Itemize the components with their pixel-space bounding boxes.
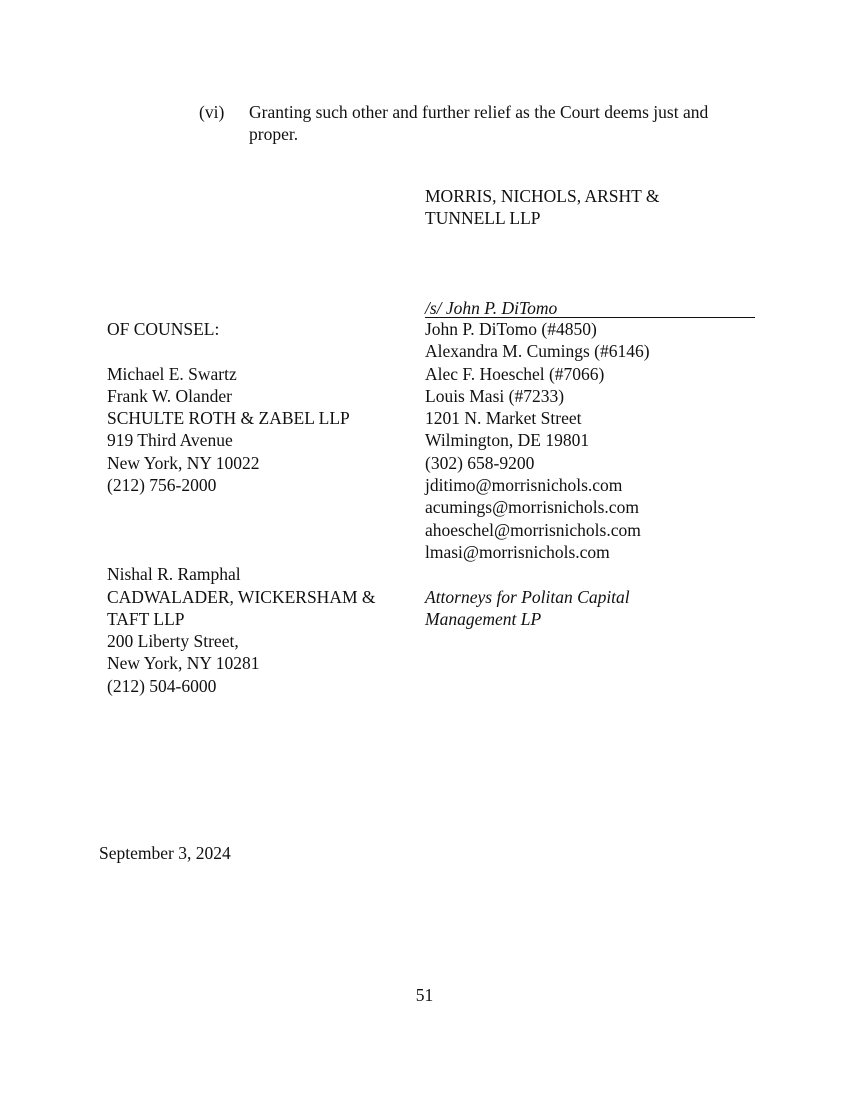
firm-name-line-2: TAFT LLP [107, 608, 185, 629]
phone-number: (212) 756-2000 [107, 475, 217, 496]
attorney-name: Alexandra M. Cumings (#6146) [425, 341, 650, 362]
blank-line [107, 541, 376, 563]
of-counsel-heading: OF COUNSEL: [107, 319, 220, 339]
attorney-name: Frank W. Olander [107, 385, 232, 406]
attorneys-for-line-1: Attorneys for Politan Capital [425, 586, 630, 607]
page-number: 51 [415, 985, 434, 1005]
email-address: ahoeschel@morrisnichols.com [425, 519, 641, 540]
firm-name-line-2: TUNNELL LLP [425, 208, 541, 229]
phone-number: (302) 658-9200 [425, 452, 535, 473]
email-address: acumings@morrisnichols.com [425, 497, 639, 518]
street-address: 1201 N. Market Street [425, 408, 582, 429]
firm-name-line-1: MORRIS, NICHOLS, ARSHT & [425, 186, 660, 206]
relief-item-marker: (vi) [199, 102, 225, 122]
firm-name-line-1: CADWALADER, WICKERSHAM & [107, 586, 376, 607]
signature-line: /s/ John P. DiTomo [425, 298, 755, 318]
attorney-name: John P. DiTomo (#4850) [425, 319, 597, 339]
blank-line [107, 340, 376, 362]
attorney-name: Michael E. Swartz [107, 363, 237, 384]
relief-item-text: Granting such other and further relief as the Court deems just and proper. [249, 102, 709, 144]
attorney-name: Alec F. Hoeschel (#7066) [425, 363, 605, 384]
blank-line [107, 496, 376, 518]
signing-counsel-block [425, 318, 650, 630]
city-state-zip: New York, NY 10022 [107, 452, 260, 473]
attorneys-for-line-2: Management LP [425, 608, 542, 629]
firm-name: SCHULTE ROTH & ZABEL LLP [107, 408, 350, 429]
attorney-name: Louis Masi (#7233) [425, 385, 565, 406]
document-date: September 3, 2024 [99, 843, 231, 863]
city-state-zip: Wilmington, DE 19801 [425, 430, 590, 451]
email-address: lmasi@morrisnichols.com [425, 541, 610, 562]
signing-firm-name [425, 185, 660, 230]
blank-line [107, 519, 376, 541]
city-state-zip: New York, NY 10281 [107, 653, 260, 674]
street-address: 200 Liberty Street, [107, 631, 239, 652]
blank-line [425, 563, 650, 585]
phone-number: (212) 504-6000 [107, 675, 217, 696]
street-address: 919 Third Avenue [107, 430, 233, 451]
of-counsel-block [107, 318, 376, 697]
email-address: jditimo@morrisnichols.com [425, 475, 623, 496]
attorney-name: Nishal R. Ramphal [107, 564, 241, 585]
